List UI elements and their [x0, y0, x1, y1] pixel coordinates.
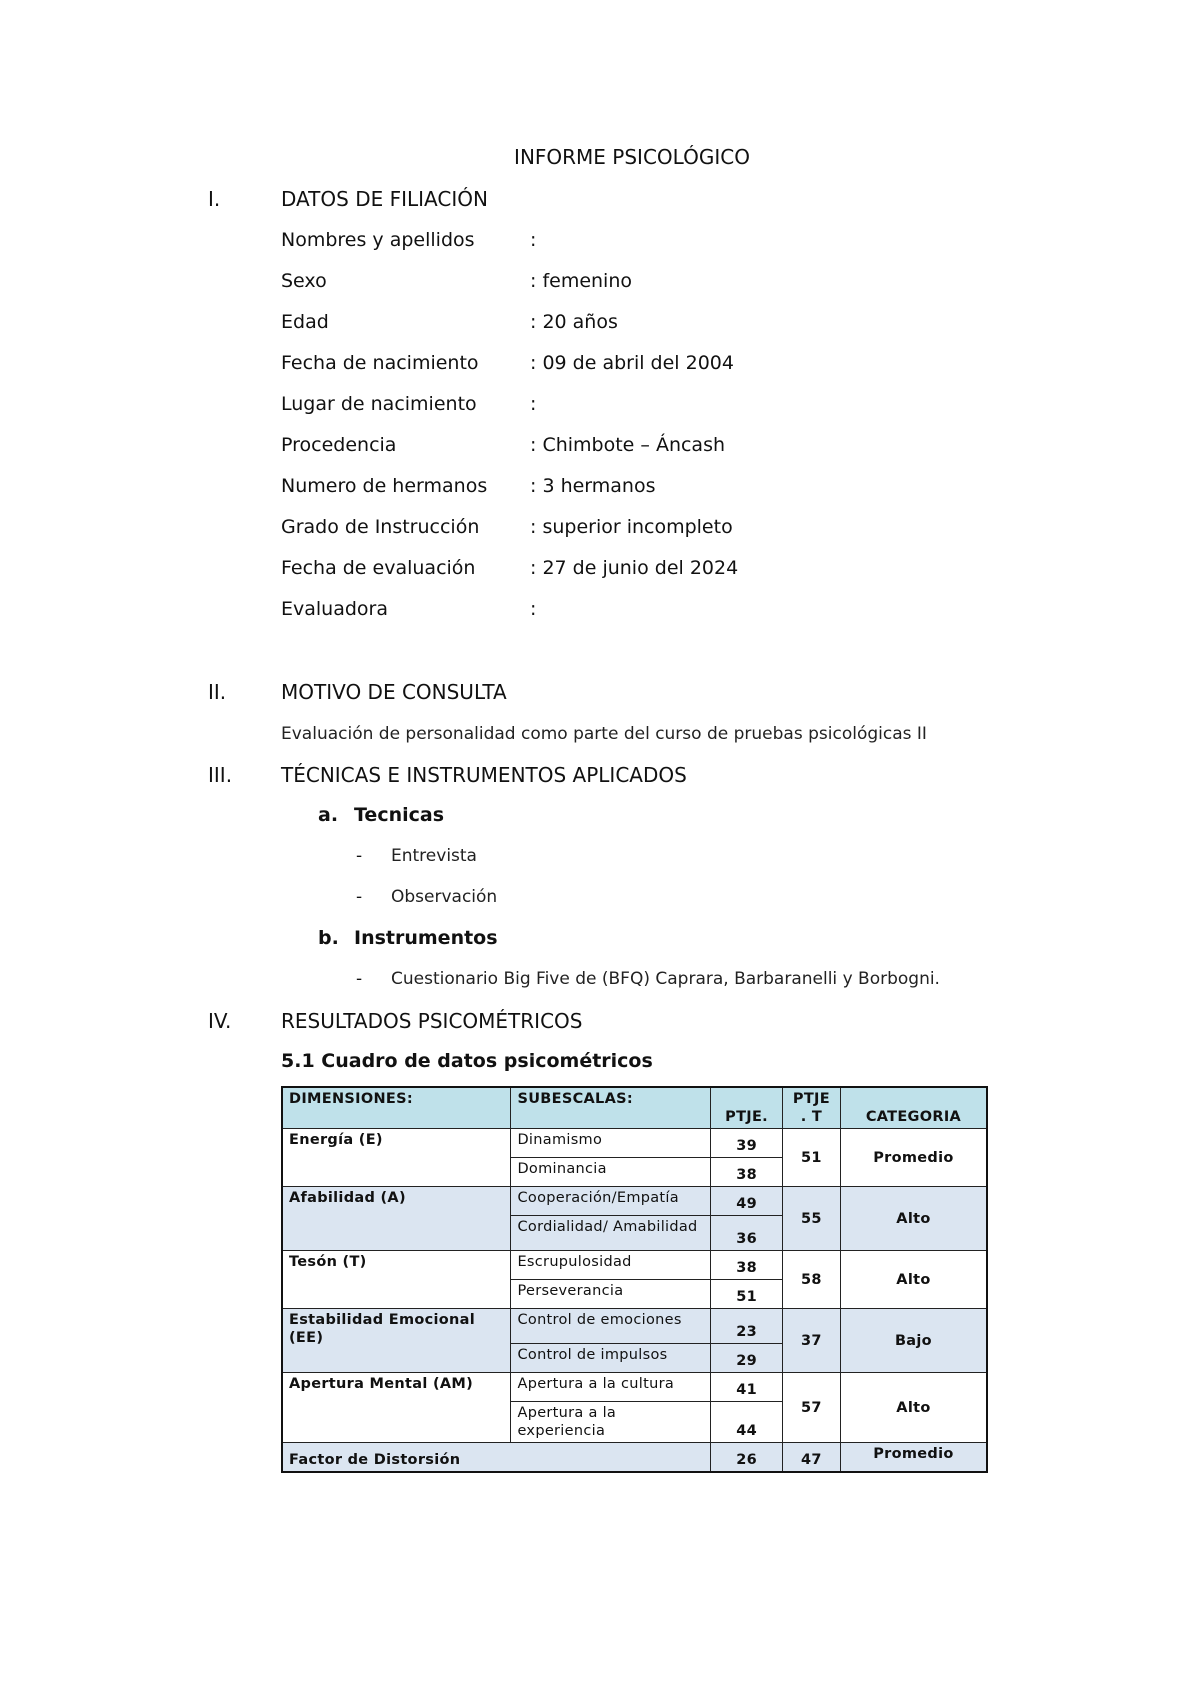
- subscale-cell: Escrupulosidad: [511, 1251, 711, 1280]
- section-1-number: I.: [208, 187, 221, 211]
- list-item: Observación: [391, 887, 498, 907]
- field-value: :: [530, 229, 537, 251]
- score-cell: 38: [711, 1251, 783, 1280]
- table-footer-row: [282, 1443, 987, 1472]
- field-value: : 3 hermanos: [530, 475, 656, 497]
- subscale-cell: Apertura a la cultura: [511, 1373, 711, 1402]
- field-label: Grado de Instrucción: [281, 516, 480, 538]
- dimension-cell: Tesón (T): [282, 1251, 511, 1309]
- field-value: :: [530, 393, 537, 415]
- psychometric-table: [281, 1086, 988, 1473]
- table-row: [282, 1187, 987, 1216]
- consultation-reason: Evaluación de personalidad como parte del curso de pruebas psicológicas II: [281, 724, 927, 744]
- bullet-dash: -: [356, 846, 363, 866]
- field-label: Edad: [281, 311, 329, 333]
- t-score-cell: 58: [782, 1251, 840, 1309]
- techniques-heading: Tecnicas: [354, 804, 445, 826]
- category-cell: Alto: [840, 1251, 987, 1309]
- field-label: Fecha de nacimiento: [281, 352, 479, 374]
- header-ptje-t-line2: . T: [800, 1109, 823, 1125]
- field-label: Fecha de evaluación: [281, 557, 476, 579]
- header-ptje-t: [782, 1087, 840, 1129]
- field-value: :: [530, 598, 537, 620]
- subscale-cell: Apertura a la experiencia: [511, 1402, 711, 1443]
- score-cell: 51: [711, 1280, 783, 1309]
- section-4-heading: RESULTADOS PSICOMÉTRICOS: [281, 1009, 583, 1033]
- table-row: [282, 1309, 987, 1344]
- category-cell: Alto: [840, 1373, 987, 1443]
- field-label: Numero de hermanos: [281, 475, 488, 497]
- section-3-heading: TÉCNICAS E INSTRUMENTOS APLICADOS: [281, 763, 687, 787]
- dimension-cell: Energía (E): [282, 1129, 511, 1187]
- field-value: : 20 años: [530, 311, 618, 333]
- subscale-cell: Control de impulsos: [511, 1344, 711, 1373]
- header-categoria: CATEGORIA: [840, 1087, 987, 1129]
- section-3-number: III.: [208, 763, 233, 787]
- subscale-cell: Cordialidad/ Amabilidad: [511, 1216, 711, 1251]
- techniques-marker: a.: [318, 804, 339, 826]
- field-value: : femenino: [530, 270, 633, 292]
- category-cell: Bajo: [840, 1309, 987, 1373]
- section-1-heading: DATOS DE FILIACIÓN: [281, 187, 488, 211]
- t-score-cell: 37: [782, 1309, 840, 1373]
- field-label: Evaluadora: [281, 598, 388, 620]
- section-2-number: II.: [208, 680, 227, 704]
- score-cell: 38: [711, 1158, 783, 1187]
- field-label: Procedencia: [281, 434, 397, 456]
- table-row: [282, 1251, 987, 1280]
- t-score-cell: 57: [782, 1373, 840, 1443]
- list-item: Cuestionario Big Five de (BFQ) Caprara, Barbaranelli y Borbogni.: [391, 969, 940, 989]
- score-cell: 26: [711, 1443, 783, 1472]
- instruments-heading: Instrumentos: [354, 927, 498, 949]
- score-cell: 41: [711, 1373, 783, 1402]
- section-4-number: IV.: [208, 1009, 232, 1033]
- score-cell: 29: [711, 1344, 783, 1373]
- table-row: [282, 1129, 987, 1158]
- bullet-dash: -: [356, 969, 363, 989]
- subscale-cell: Control de emociones: [511, 1309, 711, 1344]
- header-dimensiones: DIMENSIONES:: [282, 1087, 511, 1129]
- bullet-dash: -: [356, 887, 363, 907]
- t-score-cell: 51: [782, 1129, 840, 1187]
- dimension-cell: Afabilidad (A): [282, 1187, 511, 1251]
- field-label: Sexo: [281, 270, 327, 292]
- category-cell: Alto: [840, 1187, 987, 1251]
- field-value: : 09 de abril del 2004: [530, 352, 734, 374]
- score-cell: 44: [711, 1402, 783, 1443]
- dimension-cell: Apertura Mental (AM): [282, 1373, 511, 1443]
- distortion-label: Factor de Distorsión: [282, 1443, 711, 1472]
- subscale-cell: Dinamismo: [511, 1129, 711, 1158]
- category-cell: Promedio: [840, 1129, 987, 1187]
- table-row: [282, 1373, 987, 1402]
- score-cell: 23: [711, 1309, 783, 1344]
- list-item: Entrevista: [391, 846, 477, 866]
- score-cell: 36: [711, 1216, 783, 1251]
- header-ptje: PTJE.: [711, 1087, 783, 1129]
- t-score-cell: 55: [782, 1187, 840, 1251]
- subscale-cell: Perseverancia: [511, 1280, 711, 1309]
- field-label: Lugar de nacimiento: [281, 393, 477, 415]
- field-label: Nombres y apellidos: [281, 229, 475, 251]
- report-title: INFORME PSICOLÓGICO: [514, 145, 750, 169]
- subscale-cell: Cooperación/Empatía: [511, 1187, 711, 1216]
- section-2-heading: MOTIVO DE CONSULTA: [281, 680, 507, 704]
- header-subescalas: SUBESCALAS:: [511, 1087, 711, 1129]
- table-caption: 5.1 Cuadro de datos psicométricos: [281, 1050, 653, 1072]
- score-cell: 39: [711, 1129, 783, 1158]
- dimension-cell: Estabilidad Emocional (EE): [282, 1309, 511, 1373]
- t-score-cell: 47: [782, 1443, 840, 1472]
- table-header-row: [282, 1087, 987, 1129]
- header-ptje-t-line1: PTJE: [792, 1091, 830, 1107]
- field-value: : 27 de junio del 2024: [530, 557, 739, 579]
- instruments-marker: b.: [318, 927, 339, 949]
- field-value: : Chimbote – Áncash: [530, 434, 726, 456]
- category-cell: Promedio: [840, 1443, 987, 1472]
- field-value: : superior incompleto: [530, 516, 733, 538]
- score-cell: 49: [711, 1187, 783, 1216]
- subscale-cell: Dominancia: [511, 1158, 711, 1187]
